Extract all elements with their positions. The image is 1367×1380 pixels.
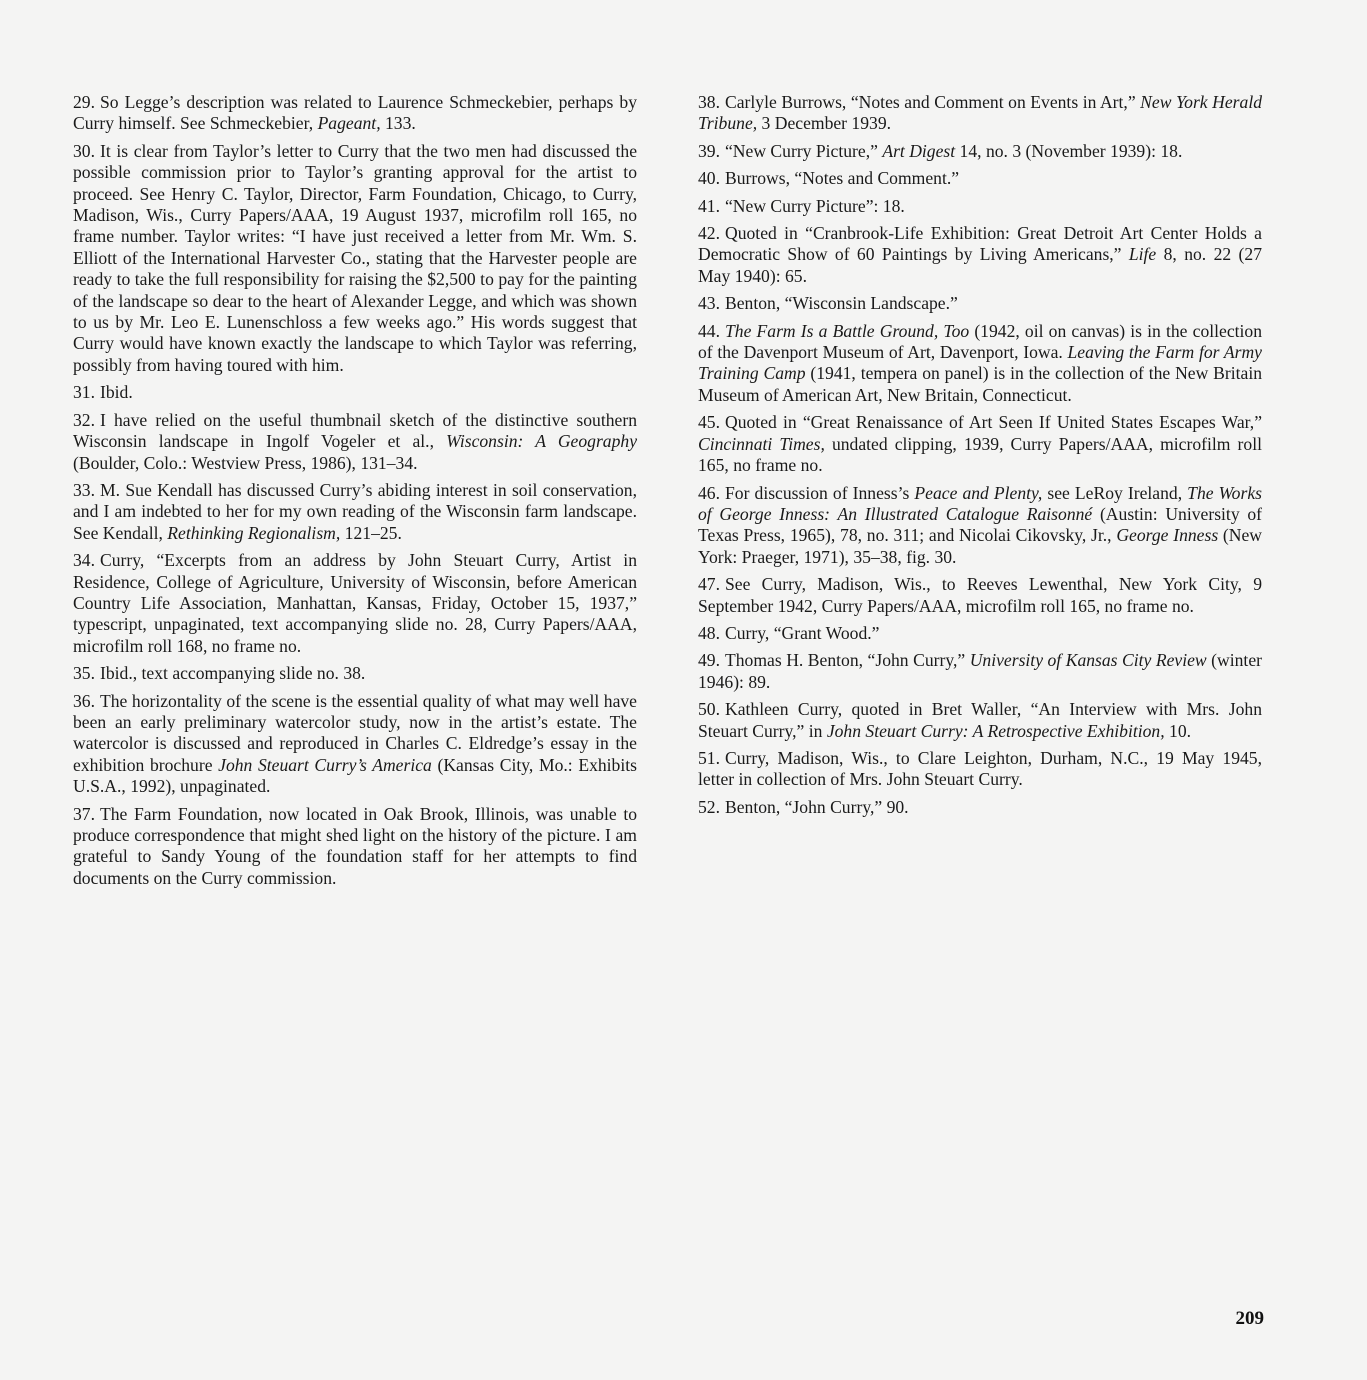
endnote-text: See Curry, Madison, Wis., to Reeves Lewenthal, New York City, 9 September 1942, Curry Papers/AAA, microfilm roll 165, no frame no.: [698, 574, 1262, 616]
endnote-text: (Boulder, Colo.: Westview Press, 1986), 131–34.: [73, 452, 418, 473]
endnote-text: “New Curry Picture”: 18.: [725, 195, 905, 216]
endnote-title-text: Art Digest: [882, 140, 956, 161]
endnote: [698, 223, 1262, 287]
endnote-number: 32.: [73, 409, 95, 430]
endnote-number: 45.: [698, 412, 720, 433]
endnote-text: undated clipping, 1939, Curry Papers/AAA, microfilm roll 165, no frame no.: [698, 433, 1262, 476]
endnote-title-text: Life: [1128, 244, 1157, 265]
endnote-number: 35.: [73, 663, 95, 684]
endnote-text: (winter 1946): 89.: [698, 650, 1262, 692]
endnote-title-text: New York Herald Tribune,: [698, 92, 1262, 134]
endnote-number: 31.: [73, 382, 95, 403]
endnote-number: 42.: [698, 223, 720, 244]
endnote: [73, 804, 637, 890]
endnote-text: Thomas H. Benton, “John Curry,”: [725, 650, 970, 671]
endnote-number: 46.: [698, 482, 720, 503]
endnote: [73, 480, 637, 544]
endnote: [698, 92, 1262, 135]
endnote-number: 36.: [73, 690, 95, 711]
endnote: [73, 663, 637, 684]
endnote: [698, 293, 1262, 314]
endnote: [698, 623, 1262, 644]
endnote-text: Benton, “Wisconsin Landscape.”: [725, 293, 958, 314]
endnote-text: 121–25.: [340, 522, 402, 543]
endnote-text: Curry, “Grant Wood.”: [725, 622, 880, 643]
endnote-number: 52.: [698, 796, 720, 817]
endnote-text: The horizontality of the scene is the essential quality of what may well have been an early preliminary watercolor study, now in the artist’s estate. The watercolor is discussed and reproduced in Charles C. Eldredge’s essay in the exhibition brochure: [73, 690, 637, 775]
endnote: [698, 321, 1262, 407]
endnote-text: Quoted in “Great Renaissance of Art Seen If United States Escapes War,”: [725, 412, 1262, 433]
endnote-number: 51.: [698, 747, 720, 768]
endnote: [698, 483, 1262, 569]
endnote-text: It is clear from Taylor’s letter to Curry that the two men had discussed the possible commission prior to Taylor’s granting approval for the artist to proceed. See Henry C. Taylor, Director, Farm Foundation, Chicago, to Curry, Madison, Wis., Curry Papers/AAA, 19 August 1937, microfilm roll 165, no frame number. Taylor writes: “I have just received a letter from Mr. Wm. S. Elliott of the International Harvester Co., stating that the Harvester people are ready to take the full responsibility for raising the $2,500 to pay for the painting of the landscape so dear to the heart of Alexander Legge, and which was shown to us by Mr. Leo E. Lunenschloss a few weeks ago.” His words suggest that Curry would have known exactly the landscape to which Taylor was referring, possibly from having toured with him.: [73, 140, 637, 375]
endnote: [698, 748, 1262, 791]
endnote-text: 10.: [1164, 720, 1192, 741]
endnote-title-text: Wisconsin: A Geography: [446, 431, 637, 452]
endnote-title-text: John Steuart Curry: A Retrospective Exhibition,: [826, 720, 1165, 741]
endnote-number: 34.: [73, 550, 95, 571]
endnote-title-text: Cincinnati Times,: [698, 433, 825, 454]
endnote: [698, 196, 1262, 217]
endnote-title-text: Peace and Plenty,: [914, 482, 1043, 503]
endnote: [73, 92, 637, 135]
endnote-text: 8, no. 22 (27 May 1940): 65.: [698, 244, 1262, 286]
endnote-title-text: The Works of George Inness: An Illustrated Catalogue Raisonné: [698, 482, 1262, 524]
endnote-title-text: Rethinking Regionalism,: [167, 522, 341, 543]
endnote: [698, 168, 1262, 189]
endnote: [73, 691, 637, 798]
endnote-number: 44.: [698, 320, 720, 341]
endnote-number: 38.: [698, 92, 720, 112]
endnote-number: 29.: [73, 92, 95, 112]
endnote: [698, 574, 1262, 617]
endnote-number: 30.: [73, 140, 95, 161]
endnote: [73, 141, 637, 376]
endnote-number: 37.: [73, 803, 95, 824]
endnote-title-text: John Steuart Curry’s America: [218, 754, 432, 775]
endnote-text: M. Sue Kendall has discussed Curry’s abiding interest in soil conservation, and I am indebted to her for my own reading of the Wisconsin farm landscape. See Kendall,: [73, 479, 637, 543]
endnote-text: I have relied on the useful thumbnail sketch of the distinctive southern Wisconsin landscape in Ingolf Vogeler et al.,: [73, 409, 637, 452]
endnote-text: For discussion of Inness’s: [725, 482, 915, 503]
endnote-text: Quoted in “Cranbrook-Life Exhibition: Great Detroit Art Center Holds a Democratic Show of 60 Paintings by Living Americans,”: [698, 223, 1262, 265]
endnote-text: (Austin: University of Texas Press, 1965), 78, no. 311; and Nicolai Cikovsky, Jr.,: [698, 503, 1262, 546]
notes-column-right: [698, 92, 1262, 824]
endnote-text: 3 December 1939.: [757, 113, 892, 134]
endnote-text: So Legge’s description was related to Laurence Schmeckebier, perhaps by Curry himself. See Schmeckebier,: [73, 92, 637, 134]
endnote-text: Ibid., text accompanying slide no. 38.: [100, 663, 366, 684]
endnote-title-text: George Inness: [1116, 525, 1219, 546]
endnote-text: Carlyle Burrows, “Notes and Comment on Events in Art,”: [725, 92, 1141, 112]
endnote-title-text: Leaving the Farm for Army Training Camp: [698, 342, 1262, 384]
notes-column-left: [73, 92, 637, 895]
endnote-text: Benton, “John Curry,” 90.: [725, 796, 909, 817]
endnote: [698, 797, 1262, 818]
page-number: 209: [1235, 1308, 1264, 1329]
endnote-text: Curry, “Excerpts from an address by John Steuart Curry, Artist in Residence, College of Agriculture, University of Wisconsin, before American Country Life Association, Manhattan, Kansas, Friday, October 15, 1937,” typescript, unpaginated, text accompanying slide no. 28, Curry Papers/AAA, microfilm roll 168, no frame no.: [73, 550, 637, 656]
endnote-number: 39.: [698, 140, 720, 161]
endnote-text: see LeRoy Ireland,: [1042, 482, 1188, 503]
endnote-title-text: Pageant,: [317, 113, 381, 134]
endnote-text: Curry, Madison, Wis., to Clare Leighton, Durham, N.C., 19 May 1945, letter in collection of Mrs. John Steuart Curry.: [698, 747, 1262, 790]
endnote-text: 133.: [380, 113, 416, 134]
endnote-text: (1942, oil on canvas) is in the collection of the Davenport Museum of Art, Davenport, Iowa.: [698, 320, 1262, 363]
endnote-text: 14, no. 3 (November 1939): 18.: [955, 140, 1183, 161]
endnote-text: Kathleen Curry, quoted in Bret Waller, “An Interview with Mrs. John Steuart Curry,” in: [698, 699, 1262, 741]
endnote-number: 50.: [698, 699, 720, 720]
endnote-title-text: University of Kansas City Review: [969, 650, 1207, 671]
endnote-number: 41.: [698, 195, 720, 216]
endnote-title-text: The Farm Is a Battle Ground, Too: [725, 320, 970, 341]
endnote: [698, 699, 1262, 742]
endnote-number: 47.: [698, 574, 720, 595]
endnote: [698, 141, 1262, 162]
endnote-number: 43.: [698, 293, 720, 314]
endnote-number: 48.: [698, 622, 720, 643]
endnote-text: “New Curry Picture,”: [725, 140, 883, 161]
endnote: [73, 410, 637, 474]
endnote: [698, 650, 1262, 693]
endnote-number: 49.: [698, 650, 720, 671]
endnote: [698, 412, 1262, 476]
endnote-text: The Farm Foundation, now located in Oak Brook, Illinois, was unable to produce correspondence that might shed light on the history of the picture. I am grateful to Sandy Young of the foundation staff for her attempts to find documents on the Curry commission.: [73, 803, 637, 888]
endnote-text: Ibid.: [100, 382, 133, 403]
endnote-number: 33.: [73, 479, 95, 500]
endnote-text: (Kansas City, Mo.: Exhibits U.S.A., 1992), unpaginated.: [73, 754, 637, 797]
endnote-text: Burrows, “Notes and Comment.”: [725, 168, 960, 189]
endnote-text: (New York: Praeger, 1971), 35–38, fig. 30.: [698, 525, 1263, 567]
endnote-text: (1941, tempera on panel) is in the collection of the New Britain Museum of American Art, New Britain, Connecticut.: [698, 363, 1263, 405]
endnote: [73, 382, 637, 403]
endnote: [73, 550, 637, 657]
endnote-number: 40.: [698, 168, 720, 189]
